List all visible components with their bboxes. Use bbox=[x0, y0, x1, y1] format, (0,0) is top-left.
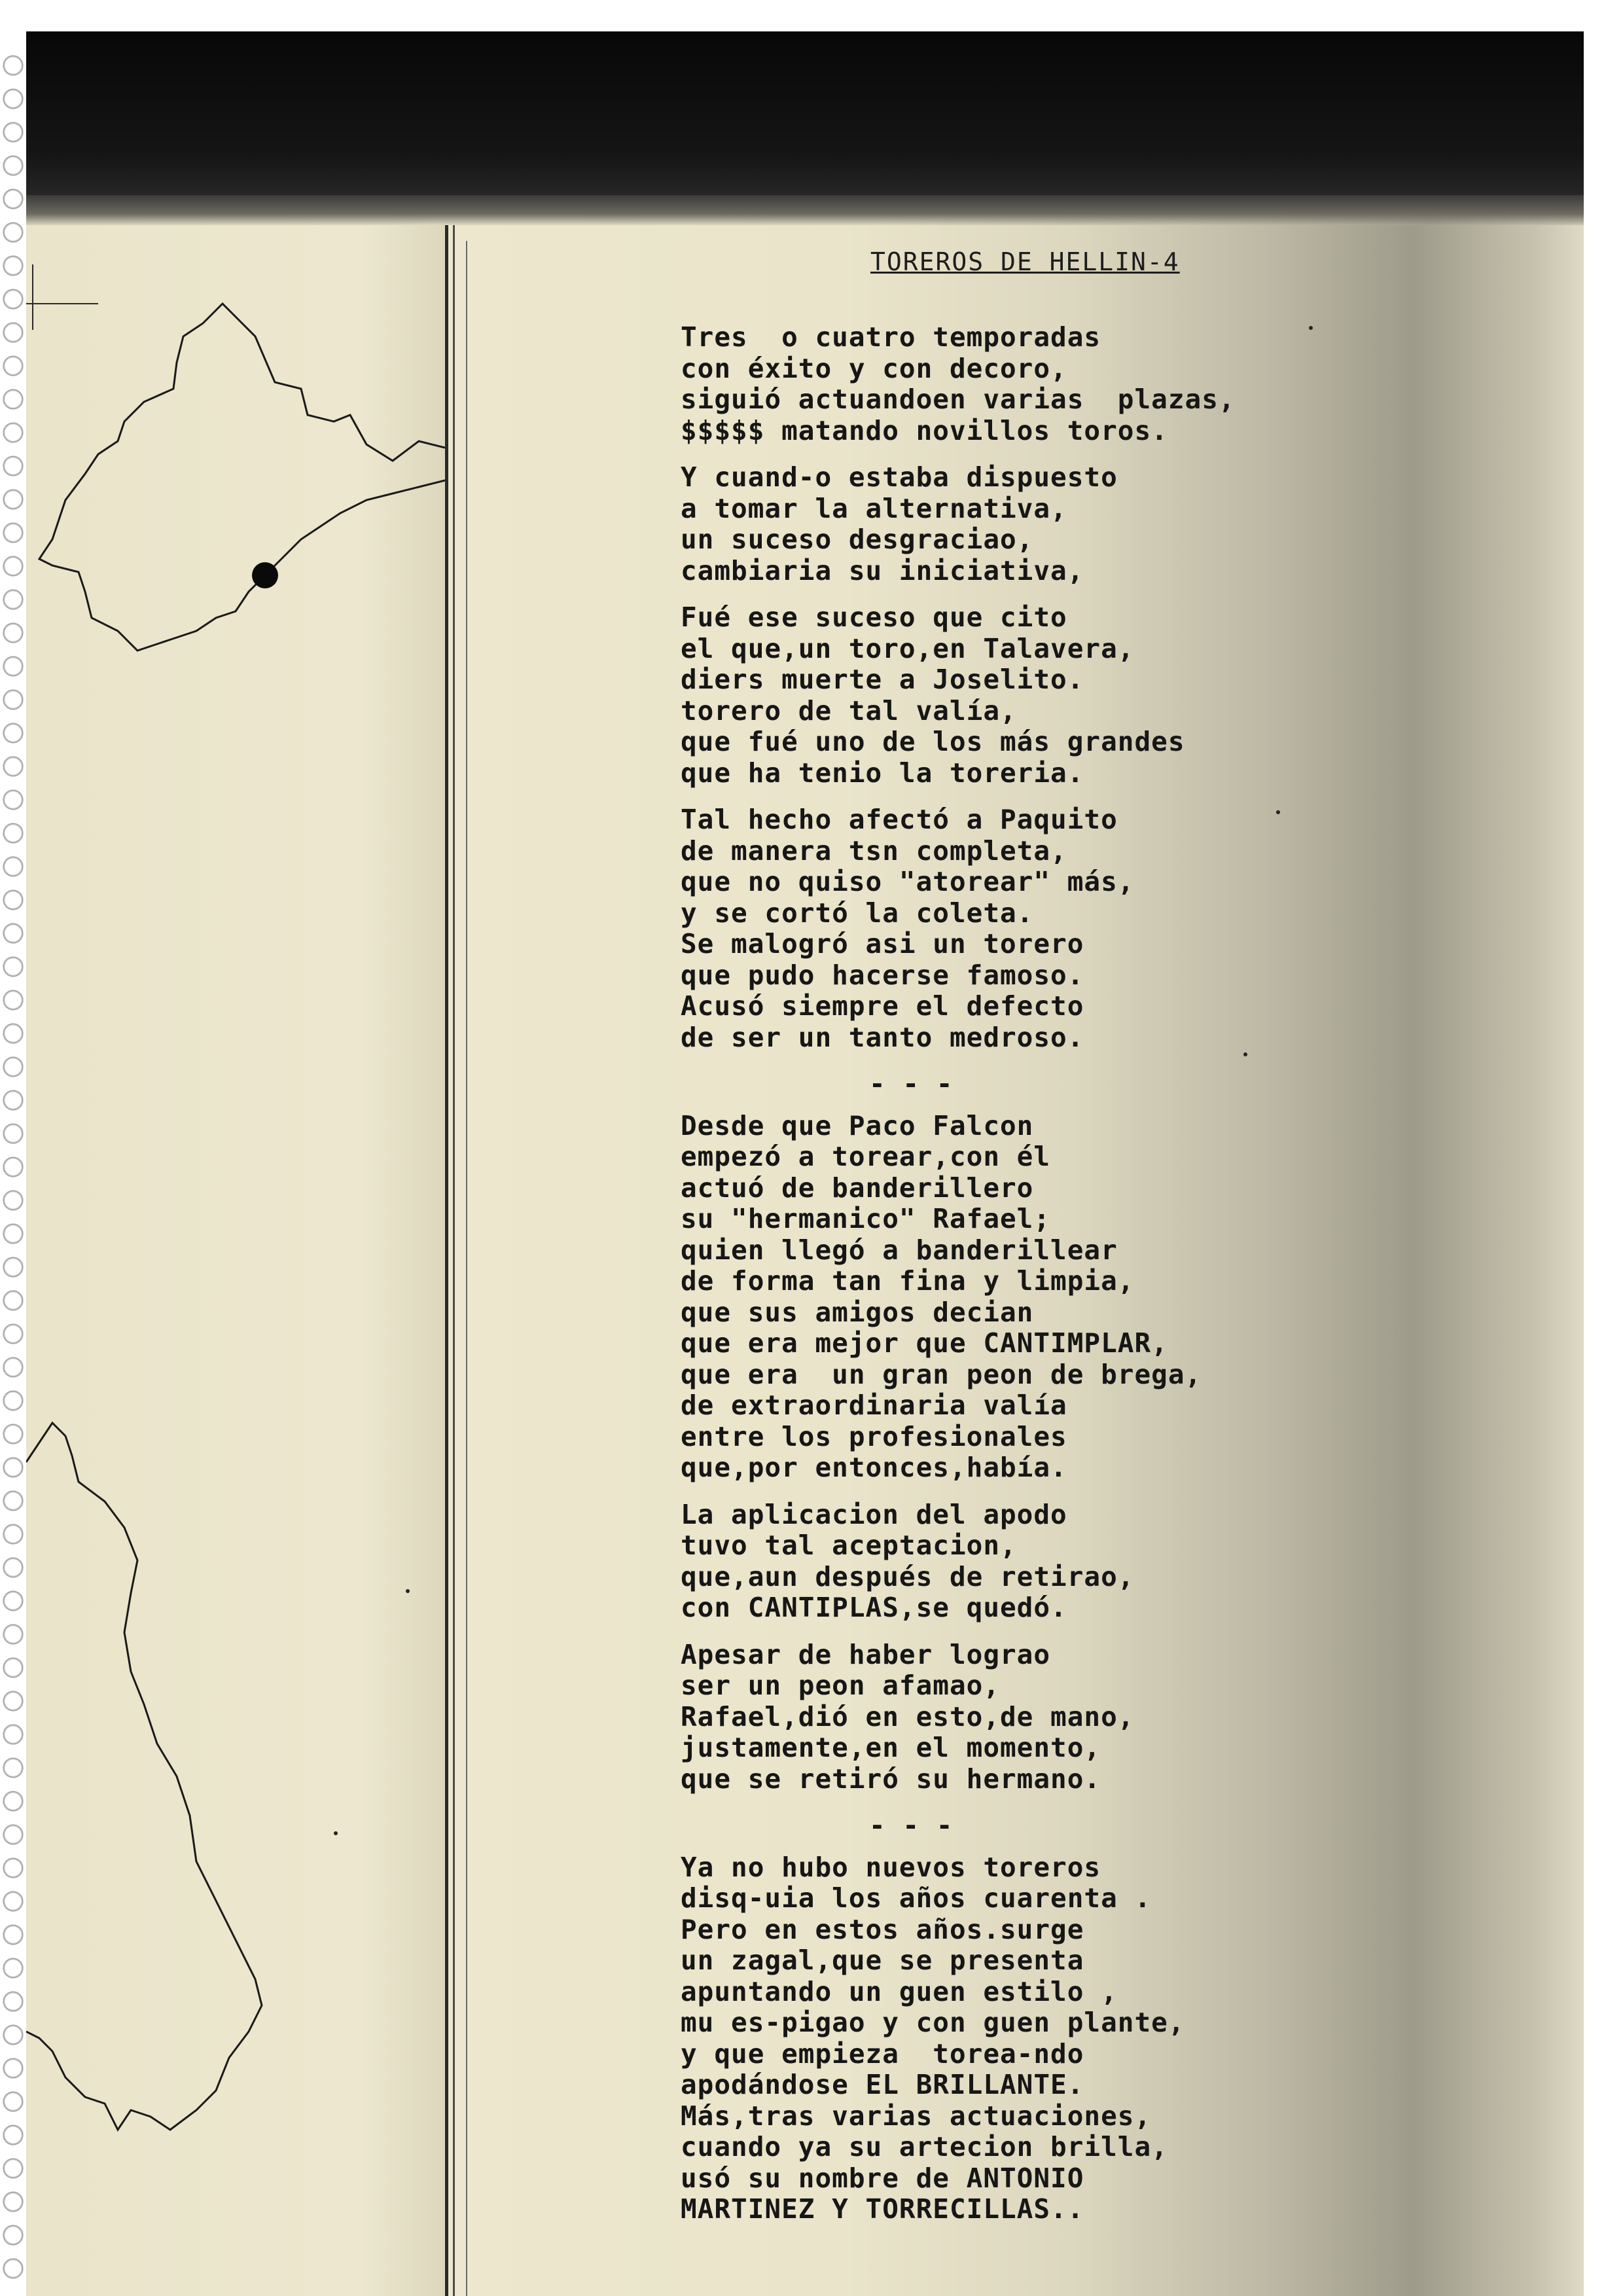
stanza bbox=[681, 1111, 1453, 1484]
poem-line: de ser un tanto medroso. bbox=[681, 1021, 1084, 1053]
stanza bbox=[681, 602, 1453, 789]
poem-line: justamente,en el momento, bbox=[681, 1732, 1101, 1763]
poem-line: con CANTIPLAS,se quedó. bbox=[681, 1592, 1067, 1623]
poem-line: Apesar de haber lograo bbox=[681, 1638, 1051, 1670]
poem-line: $$$$$ matando novillos toros. bbox=[681, 414, 1168, 446]
scan-speck bbox=[406, 1589, 410, 1593]
section-separator: - - - bbox=[869, 1810, 954, 1841]
poem-line: apodándose EL BRILLANTE. bbox=[681, 2069, 1084, 2100]
section-separator: - - - bbox=[869, 1068, 954, 1100]
stanza bbox=[681, 462, 1453, 586]
poem-line: quien llegó a banderillear bbox=[681, 1234, 1118, 1266]
dark-scan-band bbox=[26, 31, 1584, 208]
poem-line: entre los profesionales bbox=[681, 1420, 1067, 1452]
poem-line: Rafael,dió en esto,de mano, bbox=[681, 1700, 1135, 1732]
poem-line: que era mejor que CANTIMPLAR, bbox=[681, 1327, 1168, 1359]
poem-line: que sus amigos decian bbox=[681, 1296, 1034, 1328]
poem-line: empezó a torear,con él bbox=[681, 1141, 1051, 1172]
stanza bbox=[681, 1852, 1453, 2225]
poem-line: Fué ese suceso que cito bbox=[681, 601, 1067, 633]
poem-line: de forma tan fina y limpia, bbox=[681, 1265, 1135, 1297]
page-edge-line bbox=[453, 225, 455, 2296]
poem-line: torero de tal valía, bbox=[681, 694, 1017, 726]
poem-line: Ya no hubo nuevos toreros bbox=[681, 1851, 1101, 1883]
poem-line: Tres o cuatro temporadas bbox=[681, 321, 1101, 353]
poem-line: que,aun después de retirao, bbox=[681, 1560, 1135, 1592]
poem-line: que pudo hacerse famoso. bbox=[681, 959, 1084, 991]
poem-line: y se cortó la coleta. bbox=[681, 897, 1034, 929]
poem-line: La aplicacion del apodo bbox=[681, 1498, 1067, 1530]
poem-line: de extraordinaria valía bbox=[681, 1390, 1067, 1421]
poem-line: cambiaria su iniciativa, bbox=[681, 554, 1084, 586]
poem-line: el que,un toro,en Talavera, bbox=[681, 632, 1135, 664]
poem-line: que no quiso "atorear" más, bbox=[681, 866, 1135, 897]
poem-line: ser un peon afamao, bbox=[681, 1670, 1000, 1701]
poem-line: tuvo tal aceptacion, bbox=[681, 1530, 1017, 1561]
stanza bbox=[681, 322, 1453, 446]
poem-line: y que empieza torea-ndo bbox=[681, 2037, 1084, 2070]
poem-line: cuando ya su artecion brilla, bbox=[681, 2131, 1168, 2162]
stanza bbox=[681, 1640, 1453, 1795]
scan-speck bbox=[334, 1831, 338, 1835]
map-outline-drawing bbox=[26, 225, 445, 2296]
stanza bbox=[681, 1499, 1453, 1624]
poem-line: Se malogró asi un torero bbox=[681, 928, 1084, 960]
scan-band-edge bbox=[26, 195, 1584, 226]
poem-line: mu es-pigao y con guen plante, bbox=[681, 2007, 1185, 2038]
poem-line: que era un gran peon de brega, bbox=[681, 1358, 1202, 1390]
poem-line: Desde que Paco Falcon bbox=[681, 1109, 1034, 1141]
poem-line: que fué uno de los más grandes bbox=[681, 726, 1185, 757]
poem-line: disq-uia los años cuarenta . bbox=[681, 1882, 1152, 1914]
poem-line: actuó de banderillero bbox=[681, 1172, 1034, 1204]
poem-line: Acusó siempre el defecto bbox=[681, 990, 1084, 1022]
spiral-binding bbox=[0, 52, 26, 2291]
poem-line: que ha tenio la toreria. bbox=[681, 757, 1084, 789]
poem-line: que se retiró su hermano. bbox=[681, 1763, 1101, 1795]
poem-line: que,por entonces,había. bbox=[681, 1452, 1067, 1483]
poem-line: diers muerte a Joselito. bbox=[681, 664, 1084, 695]
poem-line: con éxito y con decoro, bbox=[681, 352, 1067, 384]
poem-line: un zagal,que se presenta bbox=[681, 1945, 1084, 1976]
page-edge-line-inner bbox=[466, 241, 467, 2296]
poem-line: a tomar la alternativa, bbox=[681, 492, 1067, 524]
poem-line: Tal hecho afectó a Paquito bbox=[681, 804, 1118, 835]
poem-line: usó su nombre de ANTONIO bbox=[681, 2162, 1084, 2194]
poem-line: Pero en estos años.surge bbox=[681, 1913, 1084, 1945]
left-map-page bbox=[26, 225, 448, 2296]
upper-region-outline bbox=[39, 304, 445, 651]
poem-line: su "hermanico" Rafael; bbox=[681, 1203, 1051, 1234]
poem-line: apuntando un guen estilo , bbox=[681, 1975, 1118, 2007]
lower-region-outline bbox=[26, 1423, 262, 2130]
poem-line: de manera tsn completa, bbox=[681, 834, 1067, 867]
page-corner-mark bbox=[26, 264, 98, 330]
poem-line: siguió actuandoen varias plazas, bbox=[681, 384, 1236, 415]
poem-line: Y cuand-o estaba dispuesto bbox=[681, 461, 1118, 493]
poem-text bbox=[681, 322, 1453, 2241]
stanza bbox=[681, 804, 1453, 1053]
poem-line: Más,tras varias actuaciones, bbox=[681, 2100, 1152, 2132]
poem-line: MARTINEZ Y TORRECILLAS.. bbox=[681, 2193, 1084, 2225]
location-dot bbox=[252, 562, 278, 588]
poem-line: un suceso desgraciao, bbox=[681, 524, 1034, 555]
page-title: TOREROS DE HELLIN-4 bbox=[870, 247, 1180, 276]
